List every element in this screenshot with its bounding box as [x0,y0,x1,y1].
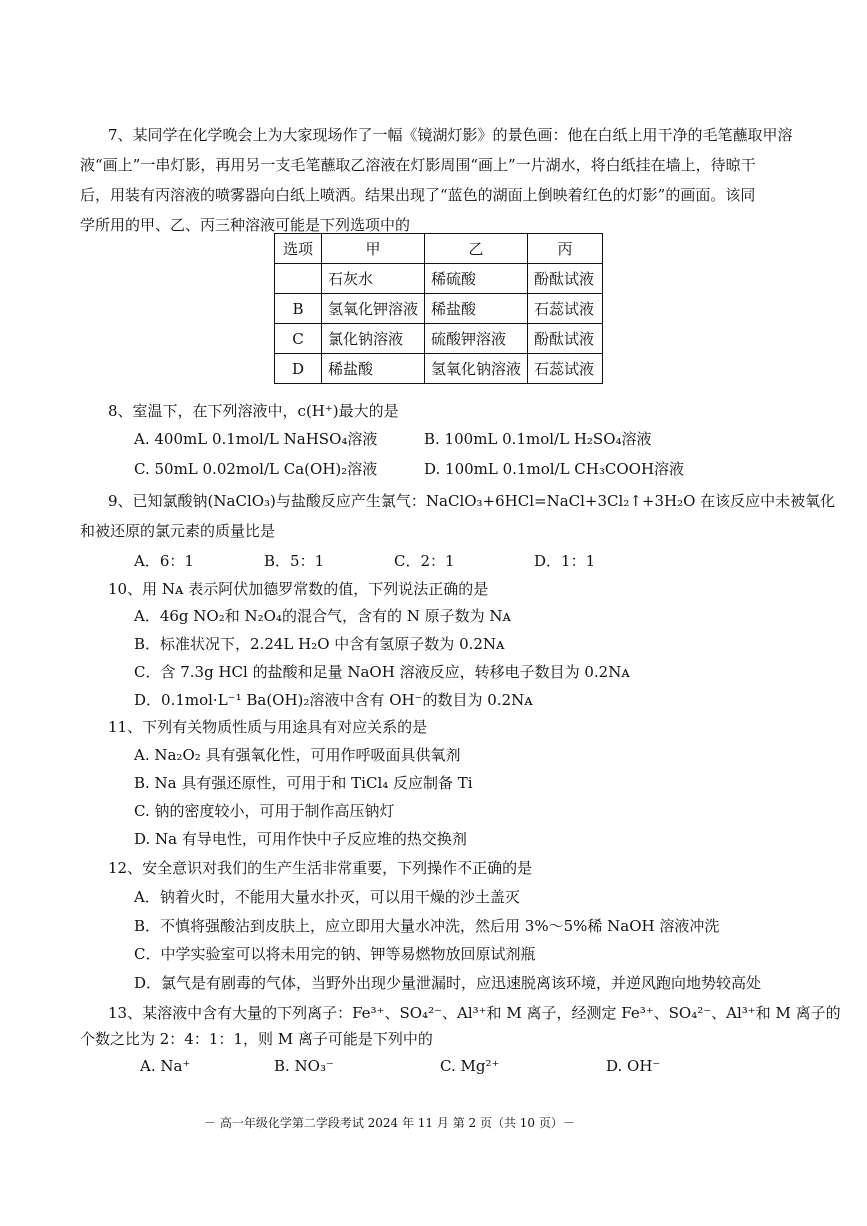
table-cell: 酚酞试液 [528,324,603,354]
table-cell: 石蕊试液 [528,354,603,384]
q13-option-d: D. OH⁻ [606,1057,661,1075]
table-cell [275,264,322,294]
q8-option-b: B. 100mL 0.1mol/L H₂SO₄溶液 [424,430,652,448]
q9-line1: 9、已知氯酸钠(NaClO₃)与盐酸反应产生氯气：NaClO₃+6HCl=NaCl+3Cl₂↑+3H₂O 在该反应中未被氧化 [108,492,836,510]
q12-option-d: D．氯气是有剧毒的气体，当野外出现少量泄漏时，应迅速脱离该环境，并逆风跑向地势较高处 [134,974,762,992]
table-header-cell: 乙 [425,234,528,264]
q8-option-d: D. 100mL 0.1mol/L CH₃COOH溶液 [424,460,685,478]
table-cell: 硫酸钾溶液 [425,324,528,354]
q12-option-c: C．中学实验室可以将未用完的钠、钾等易燃物放回原试剂瓶 [134,945,536,963]
table-cell: 氯化钠溶液 [322,324,425,354]
q9-option-c: C．2：1 [394,552,455,570]
table-cell: 氢氧化钾溶液 [322,294,425,324]
table-cell: 稀硫酸 [425,264,528,294]
q9-option-d: D．1：1 [534,552,596,570]
table-header-cell: 选项 [275,234,322,264]
table-row [275,324,603,354]
table-cell: 氢氧化钠溶液 [425,354,528,384]
q11-stem: 11、下列有关物质性质与用途具有对应关系的是 [108,718,428,736]
q13-line1: 13、某溶液中含有大量的下列离子：Fe³⁺、SO₄²⁻、Al³⁺和 M 离子，经测定 Fe³⁺、SO₄²⁻、Al³⁺和 M 离子的 [108,1004,841,1022]
table-cell: 石灰水 [322,264,425,294]
q9-option-b: B．5：1 [264,552,325,570]
q10-option-c: C．含 7.3g HCl 的盐酸和足量 NaOH 溶液反应，转移电子数目为 0.2Nᴀ [134,663,630,681]
table-cell: B [275,294,322,324]
q10-stem: 10、用 Nᴀ 表示阿伏加德罗常数的值，下列说法正确的是 [108,580,489,598]
q13-option-b: B. NO₃⁻ [274,1057,334,1075]
q12-stem: 12、安全意识对我们的生产生活非常重要，下列操作不正确的是 [108,859,533,877]
q13-option-c: C. Mg²⁺ [440,1057,500,1075]
q11-option-a: A. Na₂O₂ 具有强氧化性，可用作呼吸面具供氧剂 [134,746,461,764]
q11-option-d: D. Na 有导电性，可用作快中子反应堆的热交换剂 [134,830,467,848]
table-header-row [275,234,603,264]
q12-option-a: A．钠着火时，不能用大量水扑灭，可以用干燥的沙土盖灭 [134,888,520,906]
q12-option-b: B．不慎将强酸沾到皮肤上，应立即用大量水冲洗，然后用 3%～5%稀 NaOH 溶液冲洗 [134,917,720,935]
table-row [275,354,603,384]
q10-option-a: A．46g NO₂和 N₂O₄的混合气，含有的 N 原子数为 Nᴀ [134,607,511,625]
q7-line2: 液“画上”一串灯影，再用另一支毛笔蘸取乙溶液在灯影周围“画上”一片湖水，将白纸挂在墙上，待晾干 [80,156,756,174]
q8-option-c: C. 50mL 0.02mol/L Ca(OH)₂溶液 [134,460,378,478]
q10-option-d: D．0.1mol·L⁻¹ Ba(OH)₂溶液中含有 OH⁻的数目为 0.2Nᴀ [134,691,533,709]
q7-options-table [274,233,603,384]
table-cell: D [275,354,322,384]
q11-option-b: B. Na 具有强还原性，可用于和 TiCl₄ 反应制备 Ti [134,774,473,792]
table-cell: 稀盐酸 [322,354,425,384]
q9-line2: 和被还原的氯元素的质量比是 [80,522,276,540]
table-cell: 石蕊试液 [528,294,603,324]
q8-option-a: A. 400mL 0.1mol/L NaHSO₄溶液 [134,430,378,448]
table-cell: C [275,324,322,354]
table-row [275,264,603,294]
page-footer: － 高一年级化学第二学段考试 2024 年 11 月 第 2 页（共 10 页）－ [204,1116,575,1130]
q10-option-b: B．标准状况下，2.24L H₂O 中含有氢原子数为 0.2Nᴀ [134,635,505,653]
q7-line4: 学所用的甲、乙、丙三种溶液可能是下列选项中的 [80,216,411,234]
q11-option-c: C. 钠的密度较小，可用于制作高压钠灯 [134,802,395,820]
table-header-cell: 丙 [528,234,603,264]
table-header-cell: 甲 [322,234,425,264]
table-row [275,294,603,324]
q7-line1: 7、某同学在化学晚会上为大家现场作了一幅《镜湖灯影》的景色画：他在白纸上用干净的毛笔蘸取甲溶 [108,126,793,144]
q8-stem: 8、室温下，在下列溶液中，c(H⁺)最大的是 [108,402,399,420]
q13-option-a: A. Na⁺ [140,1057,191,1075]
q7-line3: 后，用装有丙溶液的喷雾器向白纸上喷洒。结果出现了“蓝色的湖面上倒映着红色的灯影”的画面。该同 [80,186,756,204]
table-cell: 酚酞试液 [528,264,603,294]
q13-line2: 个数之比为 2：4：1：1，则 M 离子可能是下列中的 [80,1030,433,1048]
table-cell: 稀盐酸 [425,294,528,324]
q9-option-a: A．6：1 [134,552,194,570]
